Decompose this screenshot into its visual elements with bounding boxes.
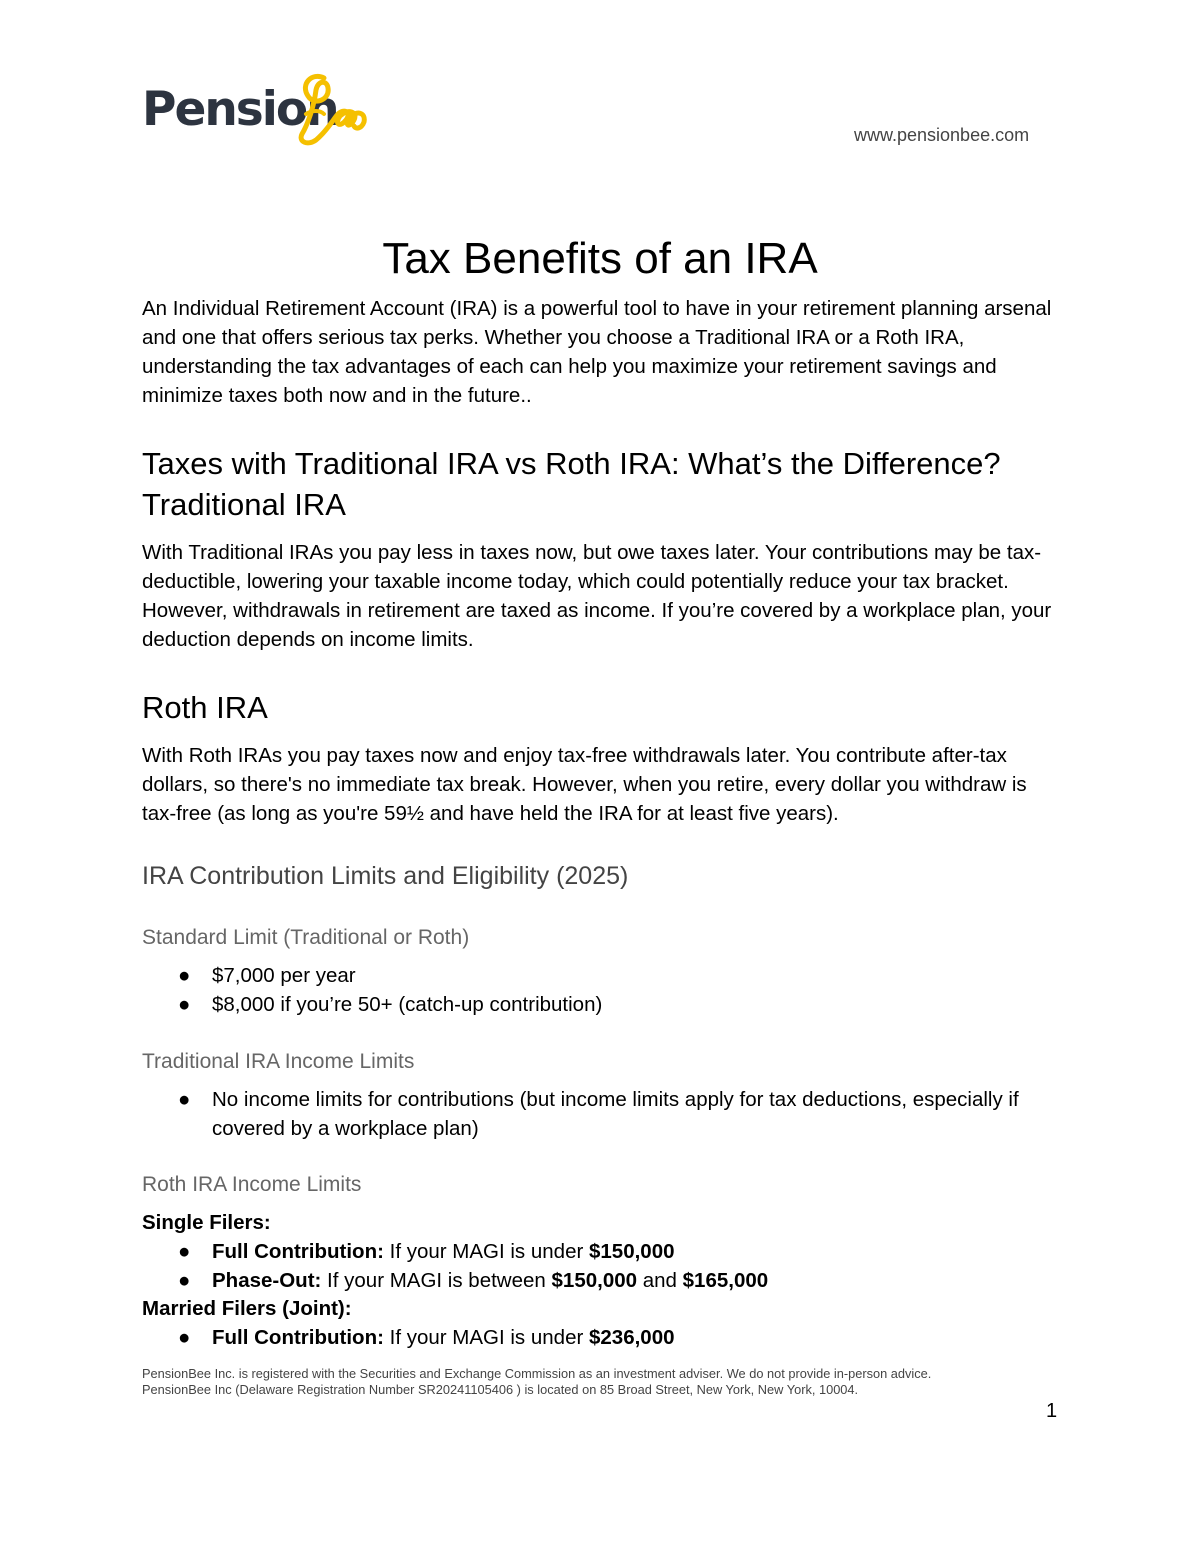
list-item: ● $8,000 if you’re 50+ (catch-up contribution) — [178, 993, 603, 1016]
list-item: ● $7,000 per year — [178, 964, 356, 987]
website-link[interactable]: www.pensionbee.com — [854, 125, 1030, 145]
difference-heading: Taxes with Traditional IRA vs Roth IRA: What’s the Difference? — [142, 446, 1001, 481]
traditional-ira-heading: Traditional IRA — [142, 487, 346, 522]
footer-line: PensionBee Inc. is registered with the Securities and Exchange Commission as an investment adviser. We do not provide in-person advice. — [142, 1366, 932, 1381]
page-number: 1 — [1046, 1400, 1058, 1422]
single-filers-list — [142, 1237, 1062, 1295]
list-item: ● Phase-Out: If your MAGI is between $150,000 and $165,000 — [178, 1269, 769, 1292]
traditional-ira-paragraph: With Traditional IRAs you pay less in taxes now, but owe taxes later. Your contributions may be tax-deductible, lowering your taxable income today, which could potentially reduce your tax bracket. However, withdrawals in retirement are taxed as income. If you’re covered by a workplace plan, your deduction depends on income limits. — [142, 541, 1052, 651]
page-title: Tax Benefits of an IRA — [382, 234, 818, 283]
roth-ira-heading: Roth IRA — [142, 690, 268, 725]
intro-paragraph: An Individual Retirement Account (IRA) is a powerful tool to have in your retirement planning arsenal and one that offers serious tax perks. Whether you choose a Traditional IRA or a Roth IRA, understanding the tax advantages of each can help you maximize your retirement savings and minimize taxes both now and in the future.. — [142, 297, 1052, 407]
footer-line: PensionBee Inc (Delaware Registration Number SR20241105406 ) is located on 85 Broad Street, New York, New York, 10004. — [142, 1382, 859, 1397]
single-filers-label: Single Filers: — [142, 1211, 271, 1234]
list-item: ● No income limits for contributions (but income limits apply for tax deductions, especially if covered by a workplace plan) — [178, 1088, 1019, 1140]
bee-script-logo — [294, 70, 384, 148]
married-filers-list — [142, 1323, 1062, 1352]
pensionbee-logo — [142, 70, 382, 148]
roth-ira-paragraph: With Roth IRAs you pay taxes now and enjoy tax-free withdrawals later. You contribute after-tax dollars, so there's no immediate tax break. However, when you retire, every dollar you withdraw is tax-free (as long as you're 59½ and have held the IRA for at least five years). — [142, 744, 1027, 825]
traditional-income-limits-heading: Traditional IRA Income Limits — [142, 1050, 415, 1073]
standard-limit-heading: Standard Limit (Traditional or Roth) — [142, 926, 470, 949]
legal-footer — [142, 1366, 1062, 1398]
logo-wordmark: Pension — [142, 82, 338, 137]
roth-income-limits-heading: Roth IRA Income Limits — [142, 1173, 362, 1196]
standard-limit-list — [142, 961, 1062, 1019]
contribution-limits-heading: IRA Contribution Limits and Eligibility (2025) — [142, 862, 629, 890]
traditional-income-limits-list — [142, 1085, 1062, 1143]
list-item: ● Full Contribution: If your MAGI is under $236,000 — [178, 1326, 675, 1349]
list-item: ● Full Contribution: If your MAGI is under $150,000 — [178, 1240, 675, 1263]
married-filers-label: Married Filers (Joint): — [142, 1297, 352, 1320]
